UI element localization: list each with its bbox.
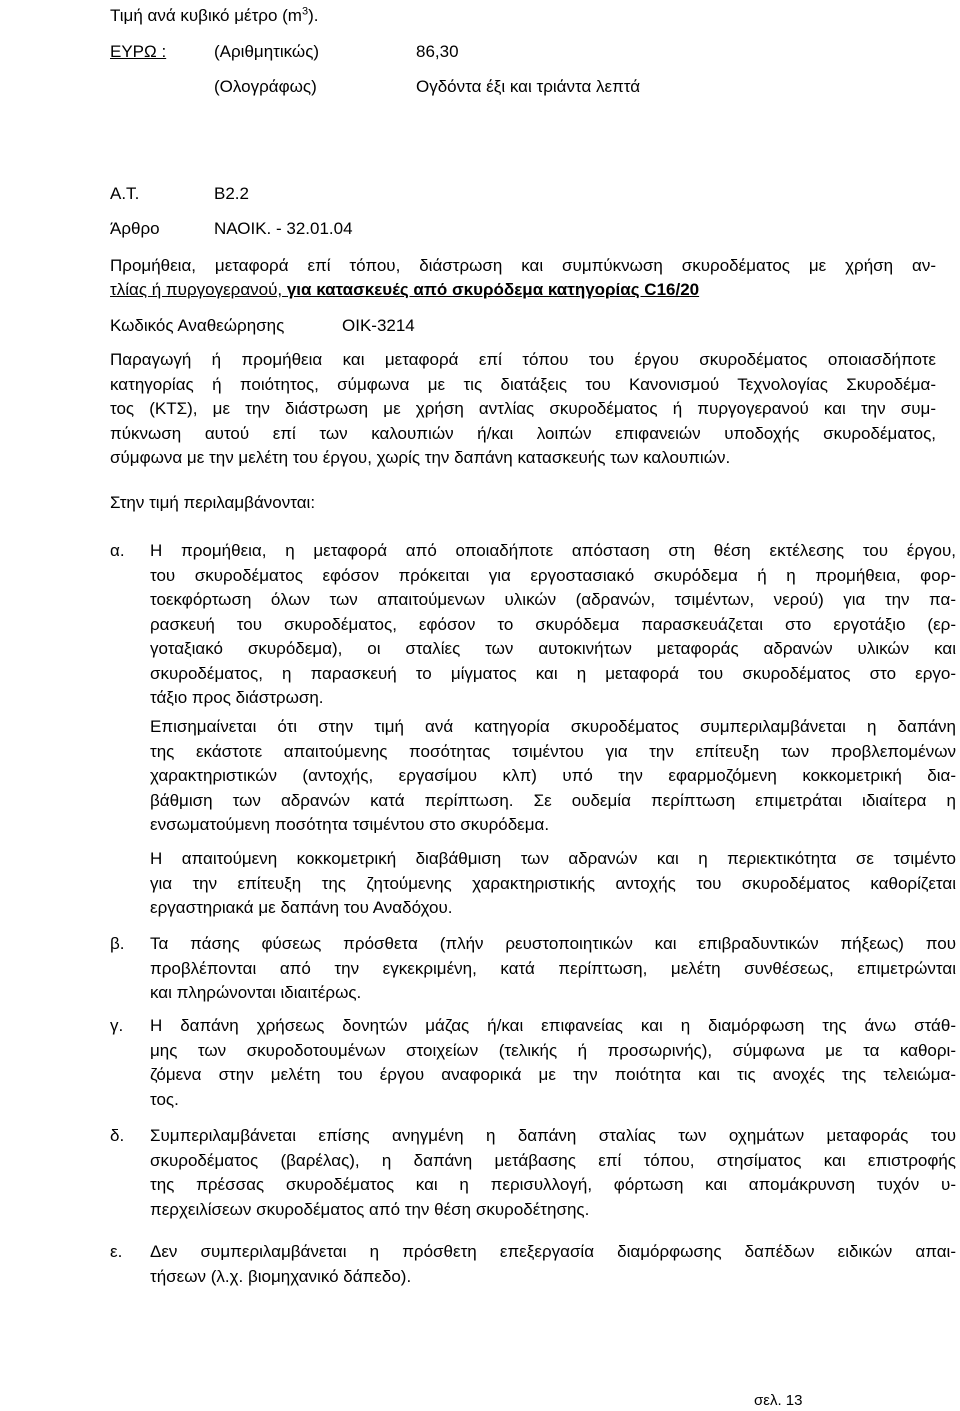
item-a-line: γοταξιακό σκυρόδεμα), οι σταλίες των αυτοκινήτων μεταφοράς αδρανών υλικών και (150, 639, 956, 658)
item-c-line: τος. (150, 1089, 179, 1109)
item-c-line: μης των σκυροδοτουμένων στοιχείων (τελικής ή προσωρινής), σύμφωνα με τα καθορι- (150, 1040, 956, 1060)
item-a-note-2-line: για την επίτευξη της ζητούμενης χαρακτηριστικής αντοχής του σκυροδέματος καθορίζεται (150, 873, 956, 893)
item-a-note-1-line: χαρακτηριστικών (αντοχής, εργασίμου κλπ) υπό την εφαρμοζόμενη κοκκομετρική δια- (150, 766, 956, 785)
item-e-text (150, 1240, 956, 1289)
item-a-note-2-line: Η απαιτούμενη κοκκομετρική διαβάθμιση των αδρανών και η περιεκτικότητα σε τσιμέντο (150, 849, 956, 868)
item-a-label: α. (110, 541, 125, 560)
item-d-label: δ. (110, 1126, 125, 1145)
item-b-line: και πληρώνονται ιδιαιτέρως. (150, 983, 362, 1002)
article-title-line-1: Προμήθεια, μεταφορά επί τόπου, διάστρωση και συμπύκνωση σκυροδέματος με χρήση αν- (110, 256, 936, 275)
currency-label: ΕΥΡΩ : (110, 42, 167, 61)
item-a-note-1-line: της εκάστοτε απαιτούμενης ποσότητας τσιμέντου για την επίτευξη των προβλεπομένων (150, 741, 956, 761)
document-page (110, 0, 956, 1411)
item-a-note-2-line: εργαστηριακά με δαπάνη του Αναδόχου. (150, 898, 453, 917)
item-e-line: τήσεων (λ.χ. βιομηχανικό δάπεδο). (150, 1266, 412, 1286)
description-line: τος (ΚΤΣ), με την διάστρωση με χρήση αντλίας σκυροδέματος ή πυργογερανού και την συμ- (110, 399, 936, 418)
description-paragraph (110, 348, 936, 471)
item-b-line: προβλέπονται από την εγκεκριμένη, κατά περίπτωση, μελέτη συνθέσεως, επιμετρώνται (150, 958, 956, 978)
price-unit-suffix: ). (308, 6, 319, 25)
item-b-label: β. (110, 934, 125, 953)
item-e-label: ε. (110, 1242, 123, 1261)
at-label: Α.Τ. (110, 184, 140, 203)
item-c-line: Η δαπάνη χρήσεως δονητών μάζας ή/και επιφανείας και η διαμόρφωση της άνω στάθ- (150, 1016, 956, 1035)
description-line: πύκνωση αυτού επί των καλουπιών ή/και λοιπών επιφανειών υποδοχής σκυροδέματος, (110, 423, 936, 443)
words-label: (Ολογράφως) (214, 77, 317, 96)
description-line: Παραγωγή ή προμήθεια και μεταφορά επί τόπου του έργου σκυροδέματος οποιασδήποτε (110, 350, 936, 369)
item-a-note-1-line: ενσωματούμενη ποσότητα τσιμέντου στο σκυρόδεμα. (150, 815, 550, 834)
title-bold-part: για κατασκευές από σκυρόδεμα κατηγορίας C16/20 (286, 280, 700, 299)
page-number: σελ. 13 (754, 1392, 803, 1409)
item-c-line: ζόμενα στην μελέτη του έργου αναφορικά με την ποιότητα και τις ανοχές της τελειώμα- (150, 1065, 956, 1084)
item-c-text (150, 1014, 956, 1112)
words-value: Ογδόντα έξι και τριάντα λεπτά (416, 77, 641, 96)
item-b-line: Τα πάσης φύσεως πρόσθετα (πλήν ρευστοποιητικών και επιβραδυντικών πήξεως) που (150, 934, 956, 953)
title-plain-part: τλίας ή πυργογερανού, (110, 280, 287, 299)
item-b-text (150, 932, 956, 1006)
numeric-label: (Αριθμητικώς) (214, 42, 320, 61)
price-unit-superscript: 3 (301, 5, 309, 18)
revision-label: Κωδικός Αναθεώρησης (110, 316, 285, 335)
item-a-line: Η προμήθεια, η μεταφορά από οποιαδήποτε απόσταση στη θέση εκτέλεσης του έργου, (150, 541, 956, 560)
included-heading: Στην τιμή περιλαμβάνονται: (110, 493, 316, 512)
item-e-line: Δεν συμπεριλαμβάνεται η πρόσθετη επεξεργασία διαμόρφωσης δαπέδων ειδικών απαι- (150, 1242, 956, 1261)
description-line: κατηγορίας ή ποιότητος, σύμφωνα με τις διατάξεις του Κανονισμού Τεχνολογίας Σκυροδέμα- (110, 374, 936, 394)
item-a-line: του σκυροδέματος εφόσον πρόκειται για εργοστασιακό σκυρόδεμα ή η προμήθεια, φορ- (150, 565, 956, 585)
article-title-line-2 (110, 279, 699, 301)
arthro-value: ΝΑΟΙΚ. - 32.01.04 (214, 219, 353, 238)
item-a-line: τοεκφόρτωση όλων των απαιτούμενων υλικών (αδρανών, τσιμέντων, νερού) για την πα- (150, 590, 956, 609)
at-value: Β2.2 (214, 184, 249, 203)
price-unit-line (110, 5, 318, 27)
item-a-note-1 (150, 715, 956, 838)
item-a-note-2 (150, 847, 956, 921)
numeric-value: 86,30 (416, 42, 459, 61)
price-unit-text: Τιμή ανά κυβικό μέτρο (m (110, 6, 302, 25)
item-c-label: γ. (110, 1016, 124, 1035)
arthro-label: Άρθρο (110, 219, 160, 238)
item-a-line: ρασκευή του σκυροδέματος, εφόσον το σκυρόδεμα παρασκευάζεται στο εργοτάξιο (ερ- (150, 614, 956, 634)
item-a-note-1-line: βάθμιση των αδρανών κατά περίπτωση. Σε ουδεμία περίπτωση επιμετράται ιδιαίτερα η (150, 790, 956, 810)
item-d-line: της πρέσσας σκυροδέματος και η περισυλλογή, φόρτωση και απομάκρυνση τυχόν υ- (150, 1175, 956, 1194)
item-a-line: σκυροδέματος, η παρασκευή το μίγματος και η μεταφορά του σκυροδέματος στο εργο- (150, 663, 956, 683)
item-d-line: Συμπεριλαμβάνεται επίσης ανηγμένη η δαπάνη σταλίας των οχημάτων μεταφοράς του (150, 1126, 956, 1145)
revision-code: ΟΙΚ-3214 (342, 316, 415, 335)
description-line: σύμφωνα με την μελέτη του έργου, χωρίς την δαπάνη κατασκευής των καλουπιών. (110, 448, 731, 467)
item-a-note-1-line: Επισημαίνεται ότι στην τιμή ανά κατηγορία σκυροδέματος συμπεριλαμβάνεται η δαπάνη (150, 717, 956, 736)
item-a-line: τάξιο προς διάστρωση. (150, 688, 324, 707)
item-d-line: περχειλίσεων σκυροδέματος από την θέση σκυροδέτησης. (150, 1199, 590, 1219)
item-d-line: σκυροδέματος (βαρέλας), η δαπάνη μετάβασης επί τόπου, στησίματος και επιστροφής (150, 1150, 956, 1170)
item-d-text (150, 1124, 956, 1222)
item-a-text (150, 539, 956, 711)
